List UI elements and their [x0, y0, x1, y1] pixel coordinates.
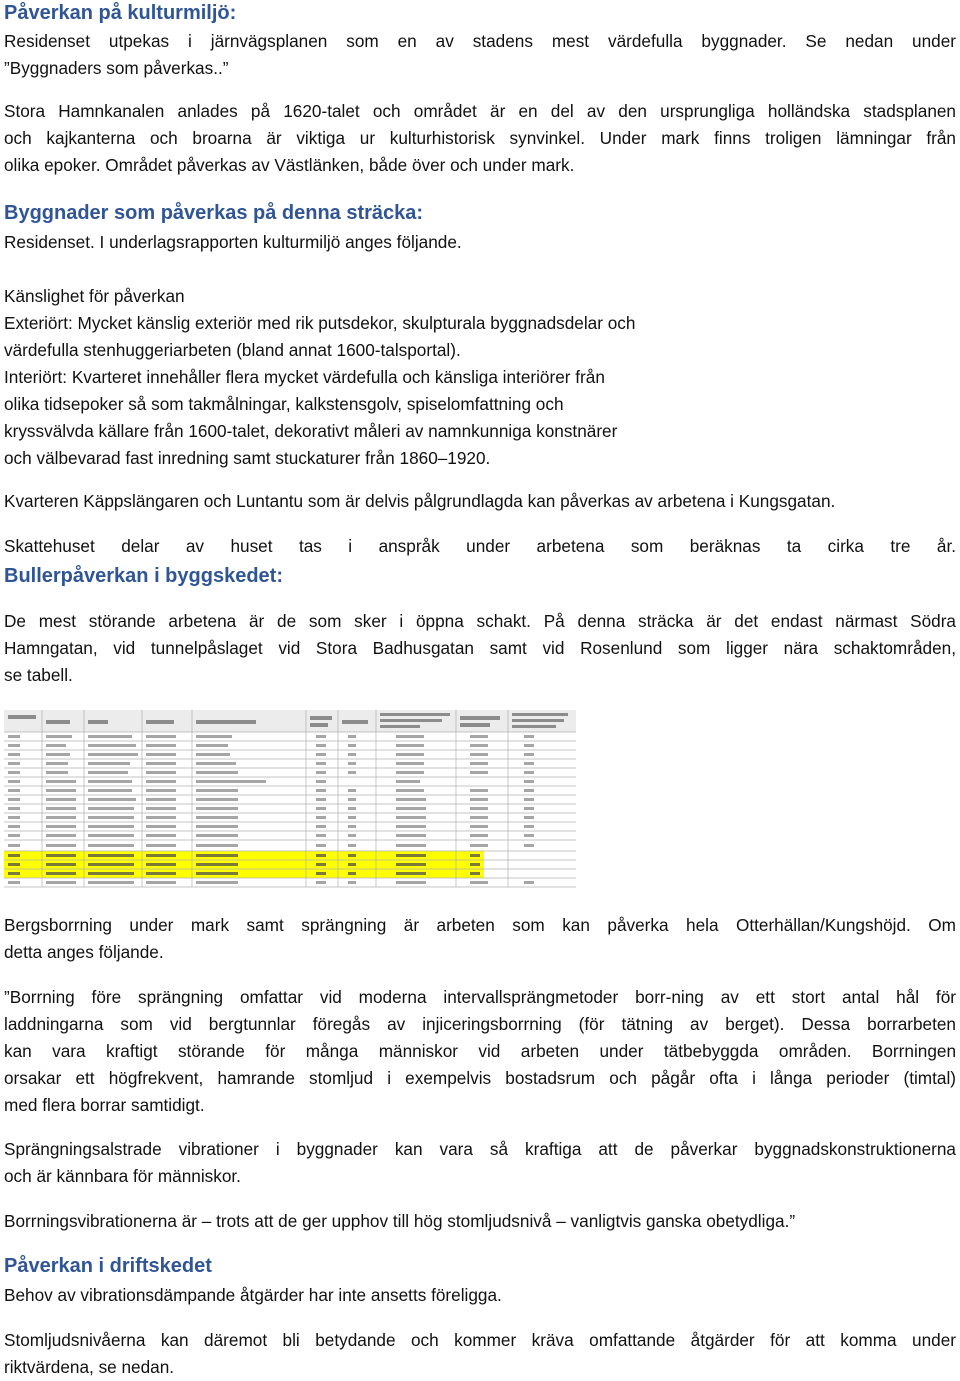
paragraph-hamnkanalen-line-3: olika epoker. Området påverkas av Västlänken, både över och under mark. — [4, 155, 575, 175]
paragraph-buller-line-1: De mest störande arbetena är de som sker i öppna schakt. På denna sträcka är det endast närmast Södra — [4, 611, 956, 631]
paragraph-vibrationsdampande: Behov av vibrationsdämpande åtgärder har inte ansetts föreligga. — [4, 1285, 502, 1305]
paragraph-residenset-underlag: Residenset. I underlagsrapporten kulturmiljö anges följande. — [4, 232, 462, 252]
kanslighet-line-1: Känslighet för påverkan — [4, 286, 185, 306]
paragraph-buller-line-3: se tabell. — [4, 665, 73, 685]
quote-borrning-line-2: laddningarna som vid bergtunnlar föregås av injiceringsborrning (för tätning av berget). Dessa borrarbeten — [4, 1014, 956, 1034]
paragraph-bergsborrning-line-2: detta anges följande. — [4, 942, 164, 962]
heading-kulturmiljo: Påverkan på kulturmiljö: — [4, 2, 237, 24]
paragraph-sprangning-line-1: Sprängningsalstrade vibrationer i byggnader kan vara så kraftiga att de påverkar byggnadskonstruktionerna — [4, 1139, 956, 1159]
kanslighet-line-5: olika tidsepoker så som takmålningar, kalkstensgolv, spiselomfattning och — [4, 394, 564, 414]
paragraph-hamnkanalen-line-1: Stora Hamnkanalen anlades på 1620-talet och området är en del av den ursprungliga holländska stadsplanen — [4, 101, 956, 121]
kanslighet-line-7: och välbevarad fast inredning samt stuckaturer från 1860–1920. — [4, 448, 491, 468]
paragraph-hamnkanalen-line-2: och kajkanterna och broarna är viktiga ur kulturhistorisk synvinkel. Under mark finns troligen lämningar från — [4, 128, 956, 148]
paragraph-residenset-line-1: Residenset utpekas i järnvägsplanen som en av stadens mest värdefulla byggnader. Se nedan under — [4, 31, 956, 51]
paragraph-stomljud-line-1: Stomljudsnivåerna kan däremot bli betydande och kommer kräva omfattande åtgärder för att komma under — [4, 1330, 956, 1350]
paragraph-sprangning-line-2: och är kännbara för människor. — [4, 1166, 241, 1186]
paragraph-residenset-line-2: ”Byggnaders som påverkas..” — [4, 58, 229, 78]
heading-byggnader: Byggnader som påverkas på denna sträcka: — [4, 202, 424, 224]
noise-table-image — [4, 706, 576, 894]
heading-driftskedet: Påverkan i driftskedet — [4, 1255, 212, 1277]
paragraph-skattehuset: Skattehuset delar av huset tas i anspråk under arbetena som beräknas ta cirka tre år. — [4, 536, 956, 556]
kanslighet-line-2: Exteriört: Mycket känslig exteriör med rik putsdekor, skulpturala byggnadsdelar och — [4, 313, 636, 333]
kanslighet-line-3: värdefulla stenhuggeriarbeten (bland annat 1600-talsportal). — [4, 340, 461, 360]
heading-buller: Bullerpåverkan i byggskedet: — [4, 565, 283, 587]
paragraph-kapplangaren: Kvarteren Käppslängaren och Luntantu som är delvis pålgrundlagda kan påverkas av arbetena i Kungsgatan. — [4, 491, 836, 511]
paragraph-stomljud-line-2: riktvärdena, se nedan. — [4, 1357, 175, 1377]
quote-borrning-line-3: kan vara kraftigt störande för många människor vid arbeten under tätbebyggda områden. Borrningen — [4, 1041, 956, 1061]
quote-borrning-line-1: ”Borrning före sprängning omfattar vid moderna intervallsprängmetoder borr-ning av ett stort antal hål för — [4, 987, 956, 1007]
kanslighet-line-6: kryssvälvda källare från 1600-talet, dekorativt måleri av namnkunniga konstnärer — [4, 421, 618, 441]
kanslighet-line-4: Interiört: Kvarteret innehåller flera mycket värdefulla och känsliga interiörer från — [4, 367, 605, 387]
paragraph-buller-line-2: Hamngatan, vid tunnelpåslaget vid Stora Badhusgatan samt vid Rosenlund som ligger nära schaktområden, — [4, 638, 956, 658]
quote-borrning-line-5: med flera borrar samtidigt. — [4, 1095, 205, 1115]
paragraph-borrningsvibrationer: Borrningsvibrationerna är – trots att de ger upphov till hög stomljudsnivå – vanligtvis ganska obetydliga.” — [4, 1211, 796, 1231]
paragraph-bergsborrning-line-1: Bergsborrning under mark samt sprängning är arbeten som kan påverka hela Otterhällan/Kungshöjd. Om — [4, 915, 956, 935]
quote-borrning-line-4: orsakar ett högfrekvent, hamrande stomljud i exempelvis bostadsrum och pågår ofta i långa perioder (timtal) — [4, 1068, 956, 1088]
